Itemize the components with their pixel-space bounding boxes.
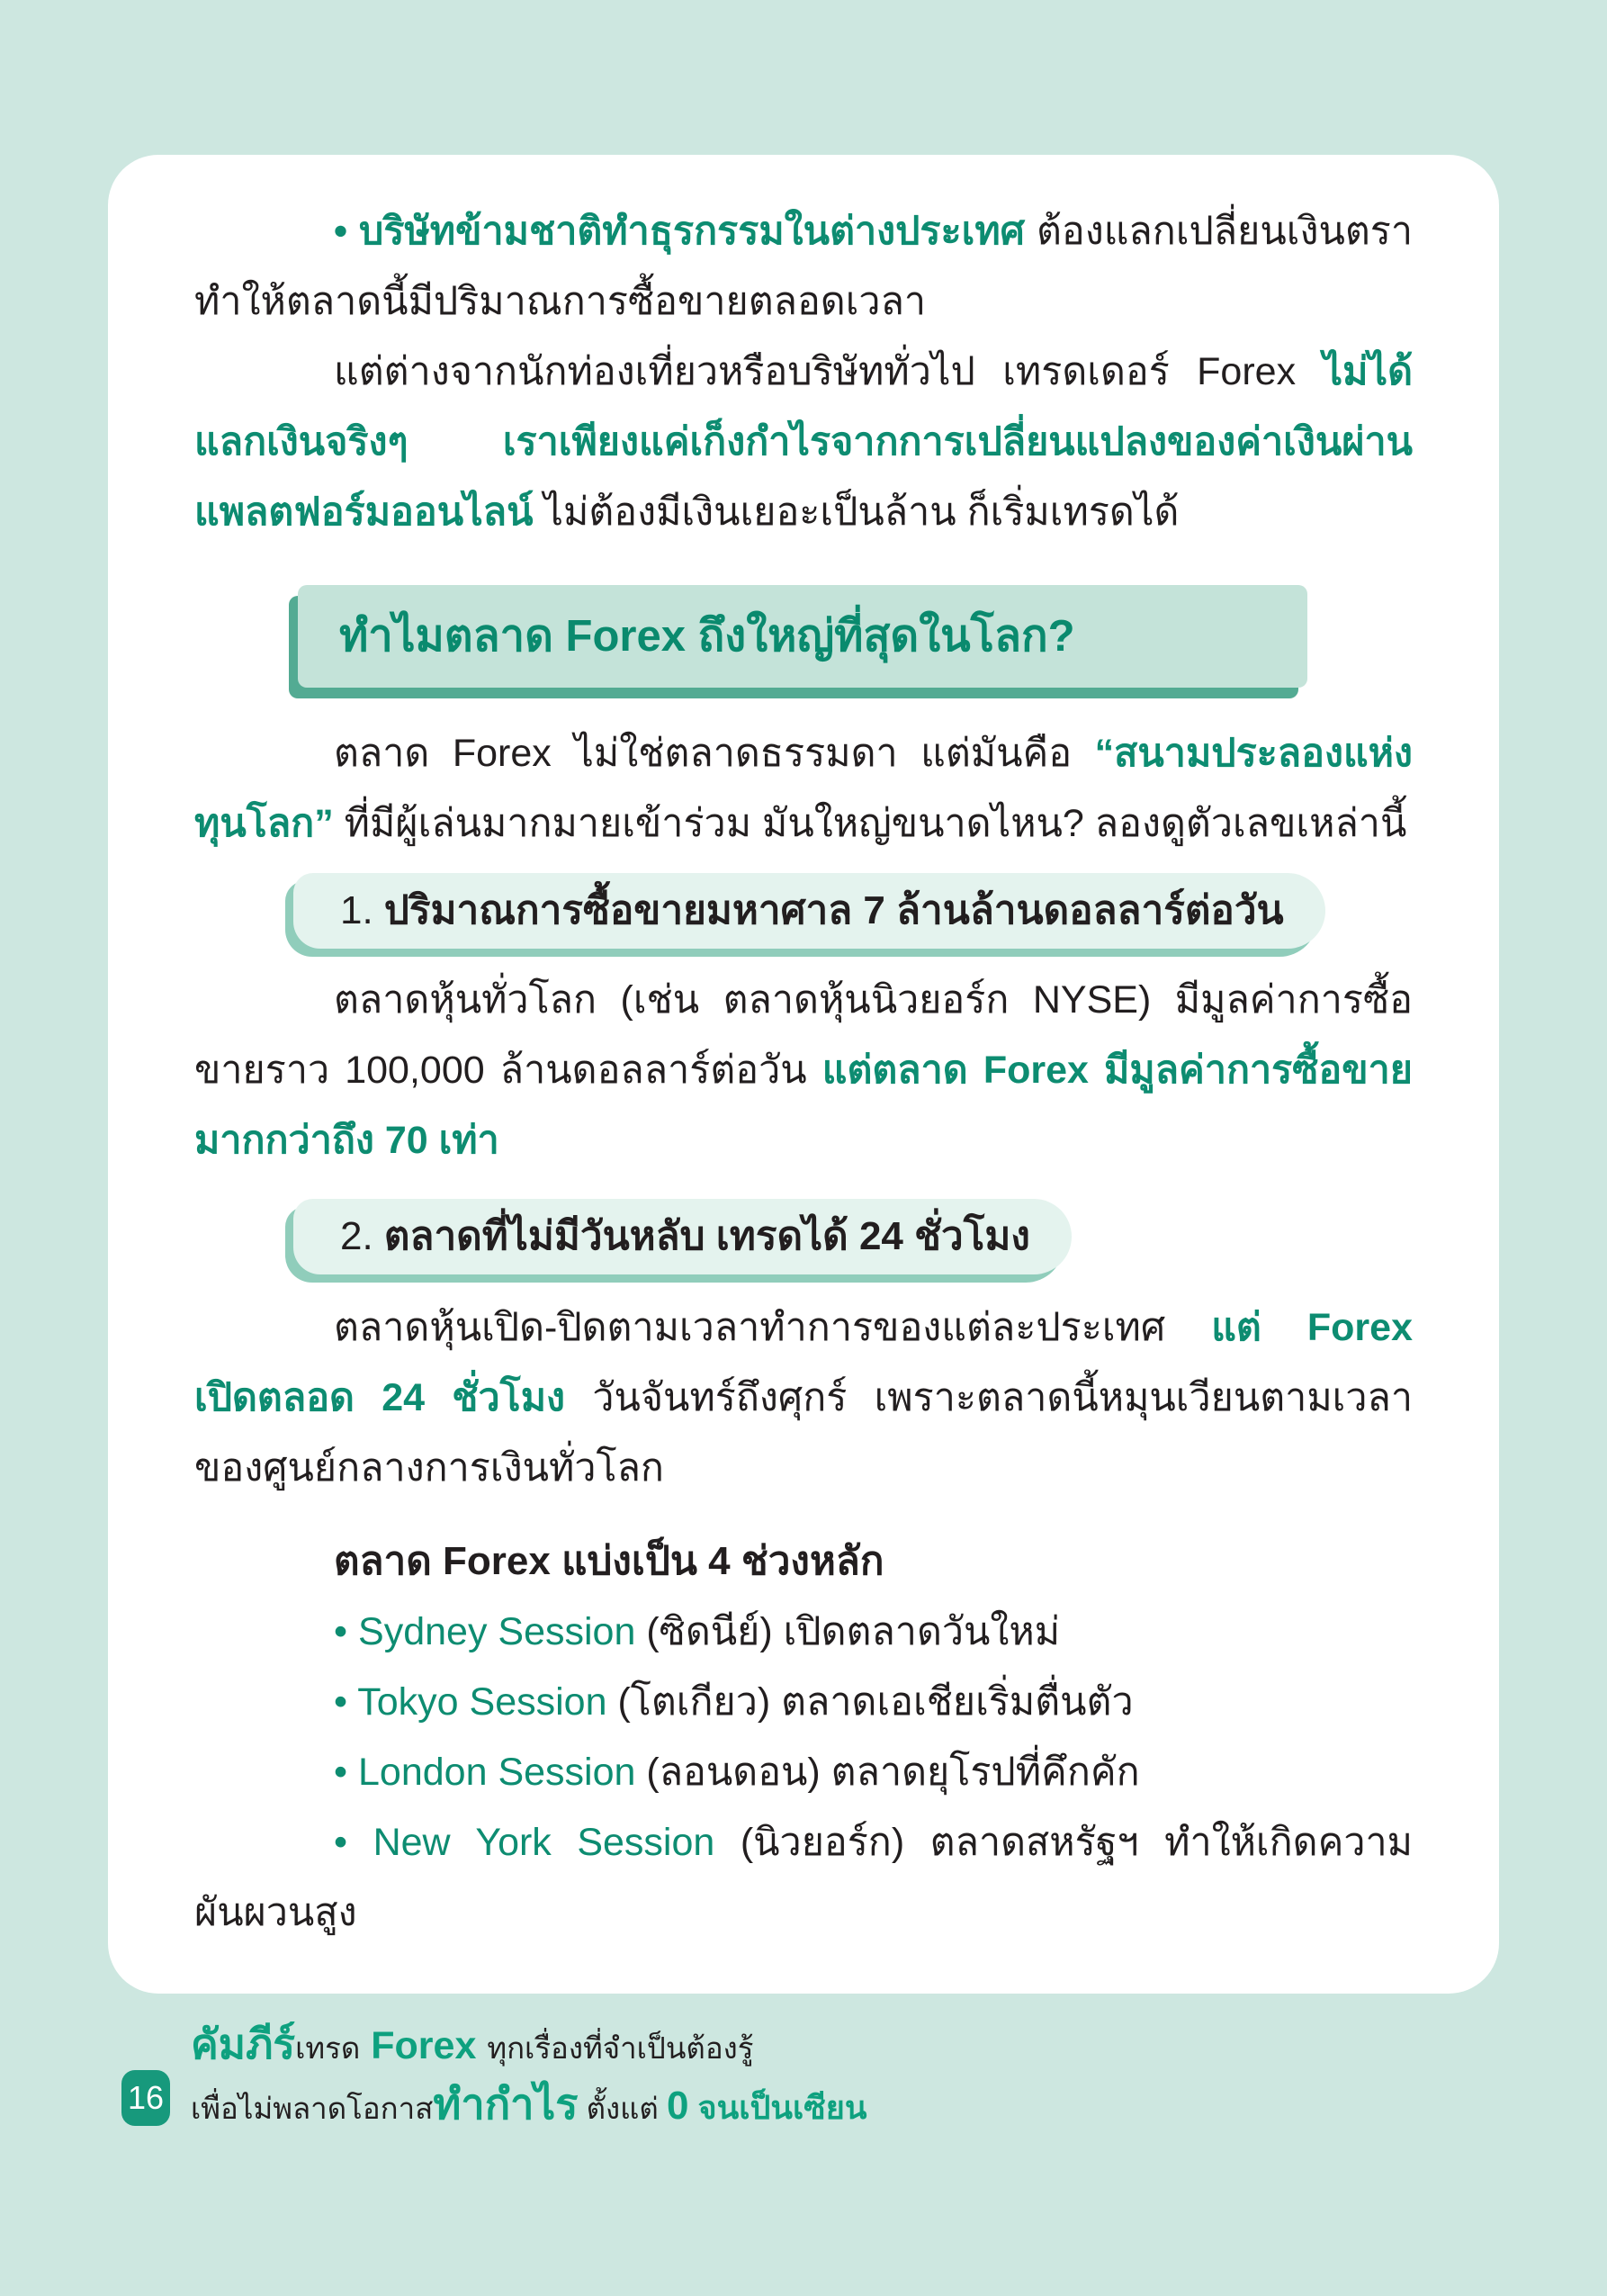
section-intro-highlight: “สนามประลองแห่งทุนโลก” (194, 732, 1413, 845)
footer-line-1 (191, 2016, 866, 2076)
point2-number: 2. (340, 1214, 384, 1258)
footer-line1-text2: ทุกเรื่องที่จำเป็นต้องรู้ (487, 2031, 754, 2065)
point2-lead: ตลาดหุ้นเปิด-ปิดตามเวลาทำการของแต่ละประเทศ (334, 1306, 1212, 1349)
point1-heading-pill (293, 873, 1325, 949)
section-intro-lead: ตลาด Forex ไม่ใช่ตลาดธรรมดา แต่มันคือ (334, 732, 1095, 775)
session-item-newyork (194, 1807, 1413, 1948)
intro-p1-highlight: • บริษัทข้ามชาติทำธุรกรรมในต่างประเทศ (334, 210, 1025, 253)
session-item-tokyo (194, 1667, 1413, 1737)
point2-title: ตลาดที่ไม่มีวันหลับ เทรดได้ 24 ชั่วโมง (383, 1214, 1030, 1258)
page-card (108, 155, 1499, 1994)
session-name-sydney: Sydney Session (358, 1610, 636, 1653)
intro-paragraph-2 (194, 337, 1413, 547)
point1-title: ปริมาณการซื้อขายมหาศาล 7 ล้านล้านดอลลาร์ต่อวัน (383, 888, 1284, 932)
session-name-newyork: New York Session (373, 1821, 715, 1864)
point2-paragraph (194, 1292, 1413, 1503)
intro-p2-rest: ไม่ต้องมีเงินเยอะเป็นล้าน ก็เริ่มเทรดได้ (533, 491, 1180, 534)
section-title: ทำไมตลาด Forex ถึงใหญ่ที่สุดในโลก? (339, 612, 1075, 661)
session-desc-tokyo: (โตเกียว) ตลาดเอเชียเริ่มตื่นตัว (606, 1680, 1134, 1724)
section-intro-rest: ที่มีผู้เล่นมากมายเข้าร่วม มันใหญ่ขนาดไหน? ลองดูตัวเลขเหล่านี้ (333, 802, 1407, 845)
footer-profit: ทำกำไร (433, 2080, 579, 2128)
point1-paragraph (194, 965, 1413, 1175)
session-name-london: London Session (358, 1751, 636, 1794)
point1-lead: ตลาดหุ้นทั่วโลก (เช่น ตลาดหุ้นนิวยอร์ก NYSE) มีมูลค่าการซื้อขายราว 100,000 ล้านดอลลาร์ต่อวัน (194, 978, 1413, 1092)
intro-p2-lead: แต่ต่างจากนักท่องเที่ยวหรือบริษัททั่วไป เทรดเดอร์ Forex (334, 350, 1324, 393)
point2-highlight: แต่ Forex เปิดตลอด 24 ชั่วโมง (194, 1306, 1413, 1419)
bullet-icon: • (334, 1680, 358, 1724)
footer-zero: 0 (667, 2084, 689, 2128)
session-name-tokyo: Tokyo Session (357, 1680, 607, 1724)
sessions-title: ตลาด Forex แบ่งเป็น 4 ช่วงหลัก (334, 1539, 884, 1583)
point1-highlight: แต่ตลาด Forex มีมูลค่าการซื้อขายมากกว่าถึง 70 เท่า (194, 1049, 1413, 1162)
intro-p1-rest: ต้องแลกเปลี่ยนเงินตรา ทำให้ตลาดนี้มีปริมาณการซื้อขายตลอดเวลา (194, 210, 1414, 323)
point1-number: 1. (340, 888, 384, 932)
footer-line-2 (191, 2076, 866, 2137)
session-desc-sydney: (ซิดนีย์) เปิดตลาดวันใหม่ (635, 1610, 1061, 1653)
session-desc-london: (ลอนดอน) ตลาดยุโรปที่คึกคัก (635, 1751, 1140, 1794)
footer-brand: คัมภีร์ (191, 2021, 296, 2067)
page-number-badge (121, 2070, 170, 2126)
footer-forex: Forex (360, 2024, 488, 2067)
intro-paragraph-1 (194, 196, 1413, 337)
intro-p2-highlight: ไม่ได้แลกเงินจริงๆ เราเพียงแค่เก็งกำไรจากการเปลี่ยนแปลงของค่าเงินผ่านแพลตฟอร์มออนไลน์ (194, 350, 1413, 534)
footer-line2-text3: จนเป็นเซียน (688, 2089, 867, 2126)
bullet-icon: • (334, 1751, 359, 1794)
footer-line2-text1: เพื่อไม่พลาดโอกาส (191, 2092, 434, 2125)
session-item-london (194, 1737, 1413, 1807)
point2-heading-pill (293, 1199, 1072, 1274)
footer-tagline (191, 2016, 866, 2137)
session-item-sydney (194, 1597, 1413, 1667)
bullet-icon: • (334, 1610, 359, 1653)
footer-line1-text1: เทรด (295, 2031, 361, 2065)
section-title-banner (298, 585, 1307, 688)
point2-rest: วันจันทร์ถึงศุกร์ เพราะตลาดนี้หมุนเวียนตามเวลาของศูนย์กลางการเงินทั่วโลก (194, 1376, 1413, 1490)
page-number: 16 (127, 2079, 165, 2116)
section-intro-paragraph (194, 718, 1413, 859)
footer-line2-text2: ตั้งแต่ (578, 2092, 668, 2125)
session-desc-newyork: (นิวยอร์ก) ตลาดสหรัฐฯ ทำให้เกิดความผันผวนสูง (194, 1821, 1413, 1934)
bullet-icon: • (334, 1821, 373, 1864)
